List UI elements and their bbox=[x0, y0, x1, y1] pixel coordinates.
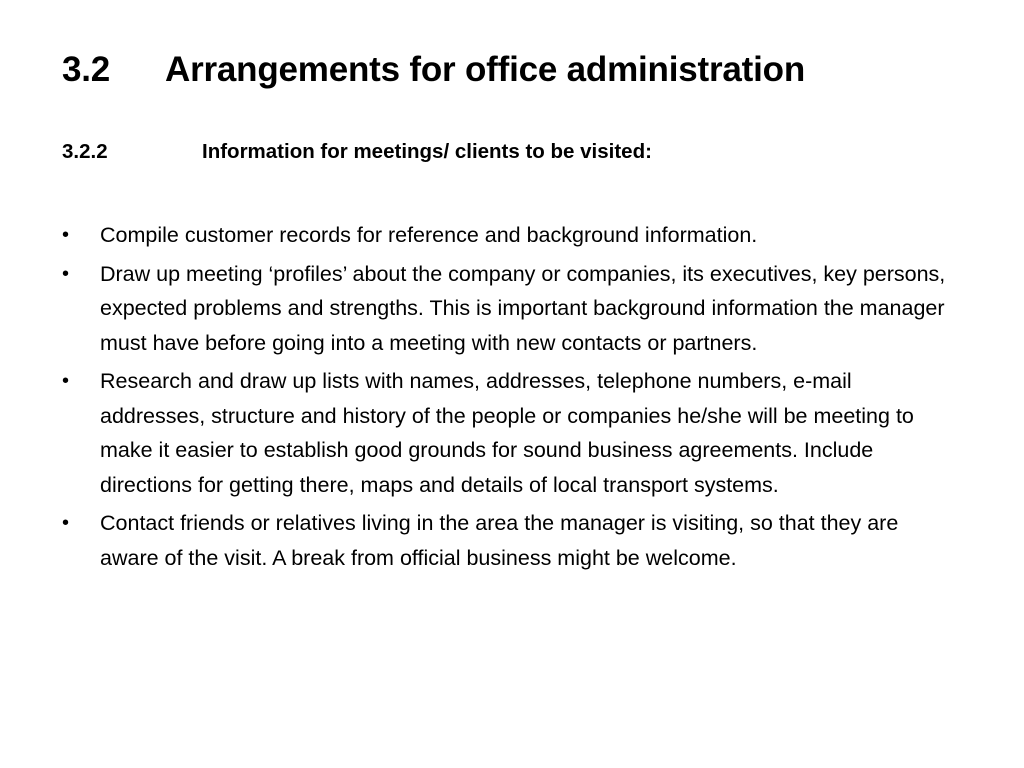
bullet-text: Draw up meeting ‘profiles’ about the company or companies, its executives, key persons, expected problems and strengths. This is important background information the manager must have before going into a meeting with new contacts or partners. bbox=[100, 261, 946, 355]
bullet-text: Compile customer records for reference and background information. bbox=[100, 223, 758, 247]
bullet-icon: • bbox=[62, 370, 70, 392]
bullet-item bbox=[62, 218, 962, 253]
title-text: Arrangements for office administration bbox=[165, 50, 806, 89]
bullet-text: Contact friends or relatives living in the area the manager is visiting, so that they are aware of the visit. A break from official business might be welcome. bbox=[100, 511, 899, 570]
bullet-list bbox=[62, 218, 962, 579]
subheading-number: 3.2.2 bbox=[62, 140, 108, 163]
bullet-item bbox=[62, 257, 962, 361]
bullet-icon: • bbox=[62, 512, 70, 534]
bullet-item bbox=[62, 506, 962, 575]
bullet-icon: • bbox=[62, 224, 70, 246]
bullet-item bbox=[62, 364, 962, 502]
bullet-text: Research and draw up lists with names, addresses, telephone numbers, e-mail addresses, structure and history of the people or companies he/she will be meeting to make it easier to establish good grounds for sound business agreements. Include directions for getting there, maps and details of local transport systems. bbox=[100, 369, 914, 497]
slide-title bbox=[62, 50, 805, 90]
section-subheading bbox=[62, 140, 652, 164]
title-number: 3.2 bbox=[62, 50, 111, 89]
subheading-text: Information for meetings/ clients to be visited: bbox=[202, 140, 652, 163]
bullet-icon: • bbox=[62, 262, 70, 285]
